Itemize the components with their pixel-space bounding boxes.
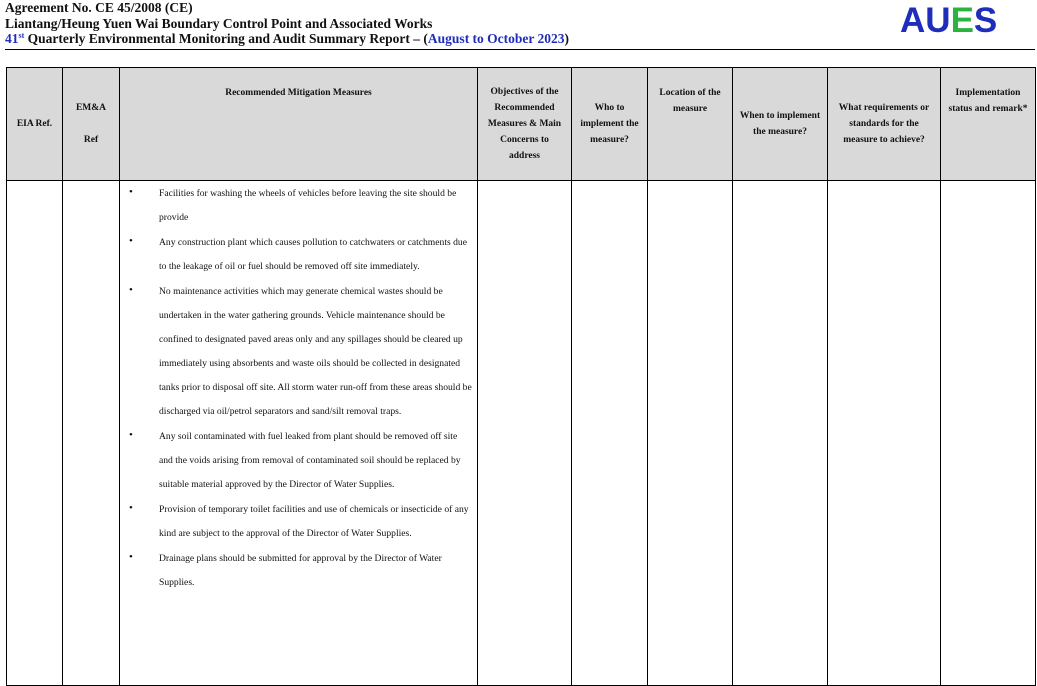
cell-measures	[120, 181, 478, 686]
table-header-row	[7, 68, 1036, 181]
header-requirements: What requirements or standards for the measure to achieve?	[828, 68, 941, 181]
mitigation-measures-table	[6, 67, 1036, 686]
agreement-number: Agreement No. CE 45/2008 (CE)	[5, 0, 193, 15]
measures-list	[120, 182, 473, 595]
report-number-suffix: st	[18, 31, 25, 40]
header-ema-ref	[63, 68, 120, 181]
cell-who	[572, 181, 648, 686]
report-title	[5, 31, 569, 47]
cell-status	[941, 181, 1036, 686]
report-period: August to October 2023	[427, 31, 565, 46]
project-title: Liantang/Heung Yuen Wai Boundary Control Point and Associated Works	[5, 15, 433, 31]
header-measures: Recommended Mitigation Measures	[120, 68, 478, 181]
list-item: • Any soil contaminated with fuel leaked from plant should be removed off site and the voids arising from removal of contaminated soil should be replaced by suitable material approved by the Director of Water Supplies.	[120, 425, 473, 497]
list-item: • Provision of temporary toilet facilities and use of chemicals or insecticide of any kind are subject to the approval of the Director of Water Supplies.	[120, 498, 473, 546]
header-when: When to implement the measure?	[733, 68, 828, 181]
header-ema-ref-line2: Ref	[83, 135, 99, 145]
logo-s: S	[973, 1, 998, 40]
cell-location	[648, 181, 733, 686]
cell-eia-ref	[7, 181, 63, 686]
header-ema-ref-line1: EM&A	[75, 103, 107, 113]
table-row	[7, 181, 1036, 686]
report-title-close: )	[564, 31, 570, 46]
report-number: 41	[5, 31, 19, 46]
list-item: • No maintenance activities which may generate chemical wastes should be undertaken in the water gathering grounds. Vehicle maintenance should be confined to designated paved areas only and any spillages should be cleared up immediately using absorbents and waste oils should be collected in designated tanks prior to disposal off site. All storm water run-off from these areas should be discharged via oil/petrol separators and sand/silt removal traps.	[120, 280, 473, 424]
report-title-text: Quarterly Environmental Monitoring and Audit Summary Report – (	[24, 31, 428, 46]
cell-objectives	[478, 181, 572, 686]
header-who: Who to implement the measure?	[572, 68, 648, 181]
header-objectives: Objectives of the Recommended Measures & Main Concerns to address	[478, 68, 572, 181]
cell-when	[733, 181, 828, 686]
header-divider	[5, 49, 1035, 50]
cell-ema-ref	[63, 181, 120, 686]
report-header	[5, 0, 569, 47]
header-status: Implementation status and remark*	[941, 68, 1036, 181]
list-item: • Facilities for washing the wheels of vehicles before leaving the site should be provide	[120, 182, 473, 230]
aues-logo	[900, 1, 997, 41]
cell-requirements	[828, 181, 941, 686]
header-eia-ref: EIA Ref.	[7, 68, 63, 181]
logo-au: AU	[900, 1, 951, 40]
list-item: • Any construction plant which causes pollution to catchwaters or catchments due to the leakage of oil or fuel should be removed off site immediately.	[120, 231, 473, 279]
header-location: Location of the measure	[648, 68, 733, 181]
list-item: • Drainage plans should be submitted for approval by the Director of Water Supplies.	[120, 547, 473, 595]
logo-e: E	[950, 1, 974, 40]
